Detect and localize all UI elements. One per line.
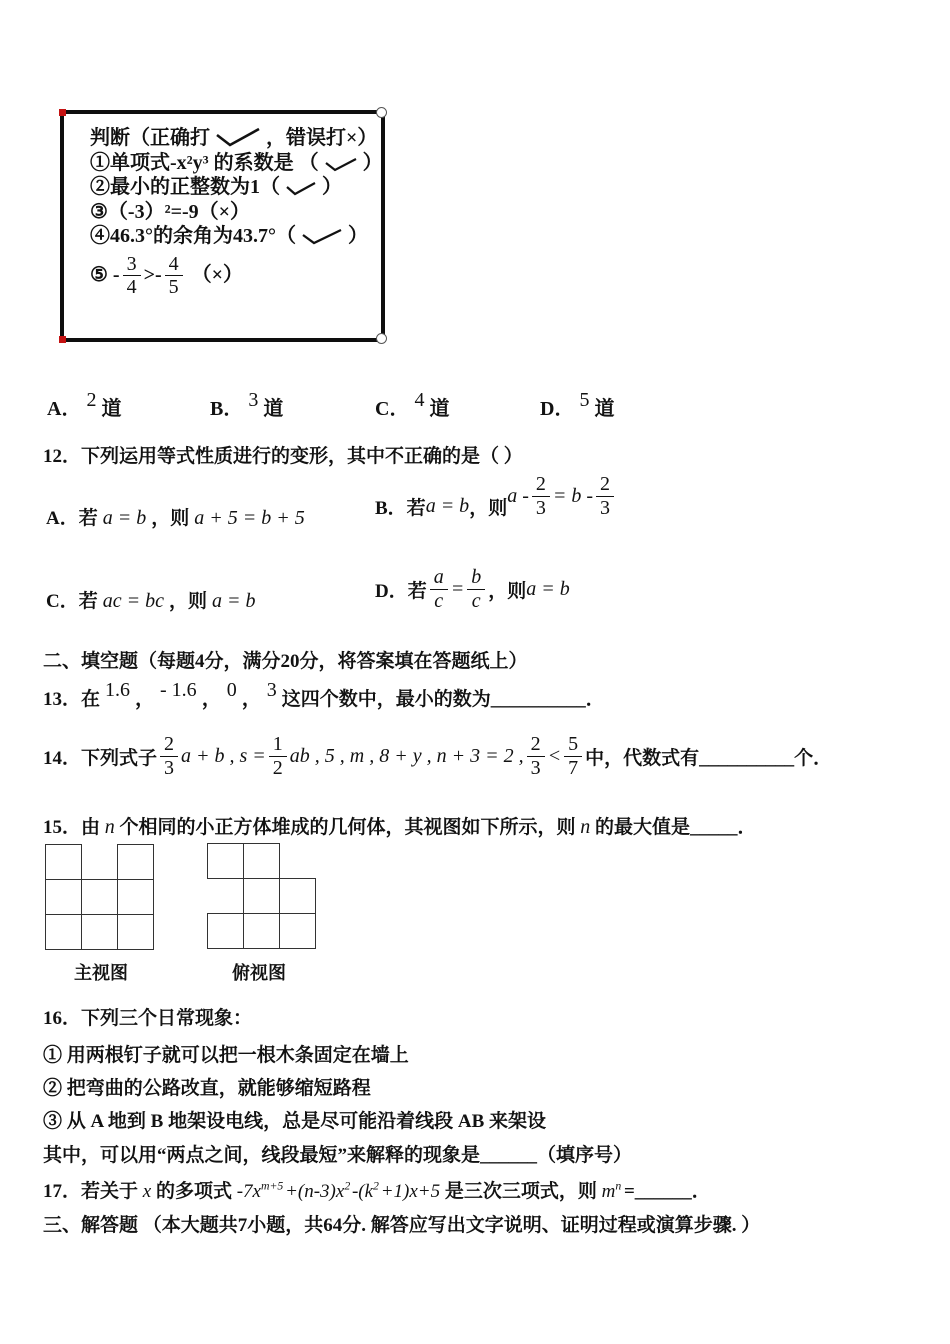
judgment-item-5-pre: ⑤ - (90, 264, 120, 287)
option-b (210, 389, 284, 421)
question-17-mid: 的多项式 (155, 1181, 232, 1202)
grid-cell (243, 878, 280, 914)
grid-cell (81, 879, 118, 915)
question-16-conclusion (43, 1140, 632, 1167)
exponent-2: 2 (373, 1179, 379, 1193)
judgment-item-1-close: ） (362, 151, 383, 174)
poly-term-4: +1)x+5 (380, 1181, 441, 1202)
grid-cell (45, 914, 82, 950)
selection-handle-circle-bottom-right[interactable] (376, 333, 387, 344)
question-12-option-a (46, 503, 305, 530)
judgment-box-content (90, 126, 383, 303)
fraction-2-3 (527, 734, 545, 778)
fraction-numerator: 2 (596, 474, 614, 496)
fraction-denominator: 3 (164, 756, 175, 779)
question-17-pre: 17．若关于 (43, 1181, 143, 1202)
judgment-item-2-close: ） (322, 176, 342, 198)
grid-cell (279, 913, 316, 949)
fraction-numerator: 5 (564, 734, 582, 756)
fraction-denominator: c (471, 589, 481, 612)
question-13-pre: 13．在 (43, 689, 101, 710)
top-view-label-text: 俯视图 (232, 963, 286, 983)
option-c-number: 4 (414, 389, 425, 411)
grid-cell (207, 913, 244, 949)
option-a-label: A． (47, 398, 82, 420)
option-d-math2: a = b (526, 577, 570, 600)
figure-top-view (207, 843, 317, 950)
option-d-mid: ，则 (488, 580, 527, 602)
judgment-item-4-text: ④46.3°的余角为43.7°（ (90, 225, 301, 247)
option-d-suffix: 道 (594, 398, 615, 420)
number-4: 3 (266, 679, 277, 701)
front-view-label (74, 959, 128, 985)
judgment-item-4 (90, 224, 383, 249)
judgment-item-2 (90, 175, 383, 200)
question-17-post: 是三次三项式，则 (444, 1181, 602, 1202)
expr-equals: = (450, 577, 465, 600)
option-c-suffix: 道 (429, 398, 450, 420)
judgment-item-5-close: （×） (191, 264, 244, 287)
question-16-conclusion-text: 其中，可以用“两点之间，线段最短”来解释的现象是______（填序号） (43, 1145, 633, 1166)
question-14 (43, 728, 832, 784)
question-12-option-b (375, 473, 617, 536)
checkmark-icon (301, 225, 343, 247)
number-1: 1.6 (105, 679, 131, 701)
option-c-math2: a = b (212, 590, 256, 612)
poly-term-2: +(n-3)x (285, 1181, 345, 1202)
option-c-label: C． (375, 398, 410, 420)
question-12-option-d (375, 561, 570, 617)
grid-cell (117, 879, 154, 915)
question-12-title-text: 12．下列运用等式性质进行的变形，其中不正确的是（ ） (43, 446, 523, 467)
option-b-label: B．若 (375, 497, 426, 519)
question-16-title-text: 16．下列三个日常现象： (43, 1008, 253, 1029)
selection-handle-circle-top-right[interactable] (376, 107, 387, 118)
option-a-mid: ，则 (151, 508, 190, 529)
expr-a-minus: a - (507, 484, 529, 507)
fraction-numerator: 3 (123, 254, 141, 276)
question-13-post: 这四个数中，最小的数为__________． (281, 689, 605, 710)
judgment-item-1-text: ①单项式-x²y³ 的系数是 （ (90, 151, 319, 174)
exponent-n: n (615, 1179, 622, 1193)
fraction-4-5 (165, 254, 183, 298)
question-17 (43, 1176, 711, 1203)
option-a-label: A．若 (46, 508, 98, 529)
fraction-1-2 (269, 734, 287, 778)
question-15-p3: 的最大值是_____． (595, 817, 757, 838)
option-b-suffix: 道 (263, 398, 284, 420)
option-d (540, 389, 615, 421)
fraction-numerator: 4 (165, 254, 183, 276)
exponent-2: 2 (344, 1179, 351, 1193)
selection-handle-red-top-left[interactable] (59, 109, 66, 116)
section-3-header (43, 1210, 760, 1237)
option-d-label: D． (540, 398, 575, 420)
variable-x: x (142, 1181, 152, 1202)
question-12-option-c (46, 586, 256, 613)
option-c-math: ac = bc (102, 590, 164, 612)
judgment-item-3-text: ③（-3）²=-9（×） (90, 200, 251, 223)
fraction-numerator: 1 (269, 734, 287, 756)
question-15 (43, 812, 757, 839)
question-14-pre: 14．下列式子 (43, 747, 158, 769)
figure-front-view (45, 844, 155, 951)
grid-cell (117, 914, 154, 950)
selection-handle-red-bottom-left[interactable] (59, 336, 66, 343)
question-12-title (43, 441, 523, 468)
fraction-denominator: c (434, 589, 444, 612)
judgment-item-1 (90, 151, 383, 176)
grid-cell (45, 879, 82, 915)
poly-term-3: -(k (351, 1181, 374, 1202)
fraction-numerator: 2 (160, 734, 178, 756)
question-16-item-2 (43, 1073, 371, 1100)
judgment-item-3 (90, 200, 383, 225)
question-16-item-3-text: ③ 从 A 地到 B 地架设电线，总是尽可能沿着线段 AB 来架设 (43, 1111, 546, 1132)
fraction-numerator: b (467, 567, 485, 589)
fraction-2-3 (596, 474, 614, 518)
fraction-denominator: 3 (535, 496, 546, 519)
fraction-denominator: 7 (568, 756, 579, 779)
checkmark-icon (215, 127, 261, 149)
judgment-item-4-close: ） (348, 225, 368, 247)
question-13 (43, 679, 605, 711)
option-b-expression (507, 474, 617, 518)
fraction-a-c (430, 567, 448, 611)
variable-m: m (601, 1181, 616, 1202)
number-3: 0 (226, 679, 237, 701)
fraction-5-7 (564, 734, 582, 778)
judgment-title-post: ，错误打×） (266, 127, 378, 149)
fraction-2-3 (532, 474, 550, 518)
fraction-denominator: 2 (272, 756, 283, 779)
number-2: - 1.6 (160, 679, 197, 701)
poly-term-1: -7x (236, 1181, 261, 1202)
fraction-denominator: 4 (126, 276, 137, 298)
question-16-title (43, 1003, 252, 1030)
question-16-item-1 (43, 1040, 409, 1067)
variable-n: n (104, 816, 115, 838)
section-2-title: 二、填空题（每题4分，满分20分，将答案填在答题纸上） (43, 651, 528, 672)
comma: ， (241, 688, 262, 710)
fraction-numerator: 2 (532, 474, 550, 496)
judgment-item-5-mid: >- (143, 264, 162, 287)
grid-cell (45, 844, 82, 880)
option-a-suffix: 道 (101, 398, 122, 420)
grid-cell (279, 878, 316, 914)
judgment-item-2-text: ②最小的正整数为1（ (90, 176, 285, 198)
option-b-math: a = b (425, 494, 470, 517)
option-c-label: C．若 (46, 591, 98, 612)
option-a-number: 2 (86, 389, 97, 411)
fraction-denominator: 3 (600, 496, 611, 519)
fraction-denominator: 5 (168, 276, 179, 298)
judgment-item-5 (90, 249, 383, 303)
option-b-number: 3 (248, 389, 259, 411)
expr-equals-b-minus: = b - (552, 484, 594, 507)
judgment-box (60, 110, 385, 342)
question-15-p2: 个相同的小正方体堆成的几何体，其视图如下所示，则 (119, 817, 576, 838)
fraction-numerator: a (430, 567, 448, 589)
checkmark-icon (324, 152, 358, 174)
option-b-mid: ，则 (469, 497, 508, 519)
grid-cell (243, 843, 280, 879)
top-view-label (232, 959, 286, 985)
fraction-denominator: 3 (530, 756, 541, 779)
grid-cell (207, 843, 244, 879)
grid-cell (243, 913, 280, 949)
expr-2: ab , 5 , m , 8 + y , n + 3 = 2 , (289, 744, 524, 767)
comma: ， (135, 688, 156, 710)
option-a (47, 389, 122, 421)
fraction-b-c (467, 567, 485, 611)
option-a-math2: a + 5 = b + 5 (194, 507, 305, 529)
less-than-sign: < (547, 744, 562, 767)
option-c-mid: ，则 (168, 591, 207, 612)
exponent-m-plus-5: m+5 (260, 1179, 284, 1193)
judgment-title-pre: 判断（正确打 (90, 127, 210, 149)
option-c (375, 389, 450, 421)
question-17-blank: =______． (623, 1181, 711, 1202)
question-16-item-2-text: ② 把弯曲的公路改直，就能够缩短路程 (43, 1078, 371, 1099)
grid-cell (117, 844, 154, 880)
grid-cell (81, 914, 118, 950)
front-view-label-text: 主视图 (74, 963, 128, 983)
question-16-item-1-text: ① 用两根钉子就可以把一根木条固定在墙上 (43, 1045, 409, 1066)
judgment-title (90, 126, 383, 151)
option-b-label: B． (210, 398, 244, 420)
section-2-header (43, 646, 528, 673)
expr-1: a + b , s = (181, 744, 266, 767)
question-16-item-3 (43, 1106, 546, 1133)
question-14-post: 中，代数式有__________个． (585, 747, 833, 769)
fraction-2-3 (160, 734, 178, 778)
option-a-math: a = b (102, 507, 147, 529)
variable-n: n (580, 816, 591, 838)
fraction-numerator: 2 (527, 734, 545, 756)
checkmark-icon (285, 176, 317, 198)
comma: ， (201, 688, 222, 710)
option-d-label: D．若 (375, 580, 427, 602)
fraction-3-4 (123, 254, 141, 298)
section-3-title: 三、解答题 （本大题共7小题，共64分. 解答应写出文字说明、证明过程或演算步骤. ） (43, 1215, 761, 1236)
option-d-number: 5 (579, 389, 590, 411)
question-15-p1: 15．由 (43, 817, 101, 838)
